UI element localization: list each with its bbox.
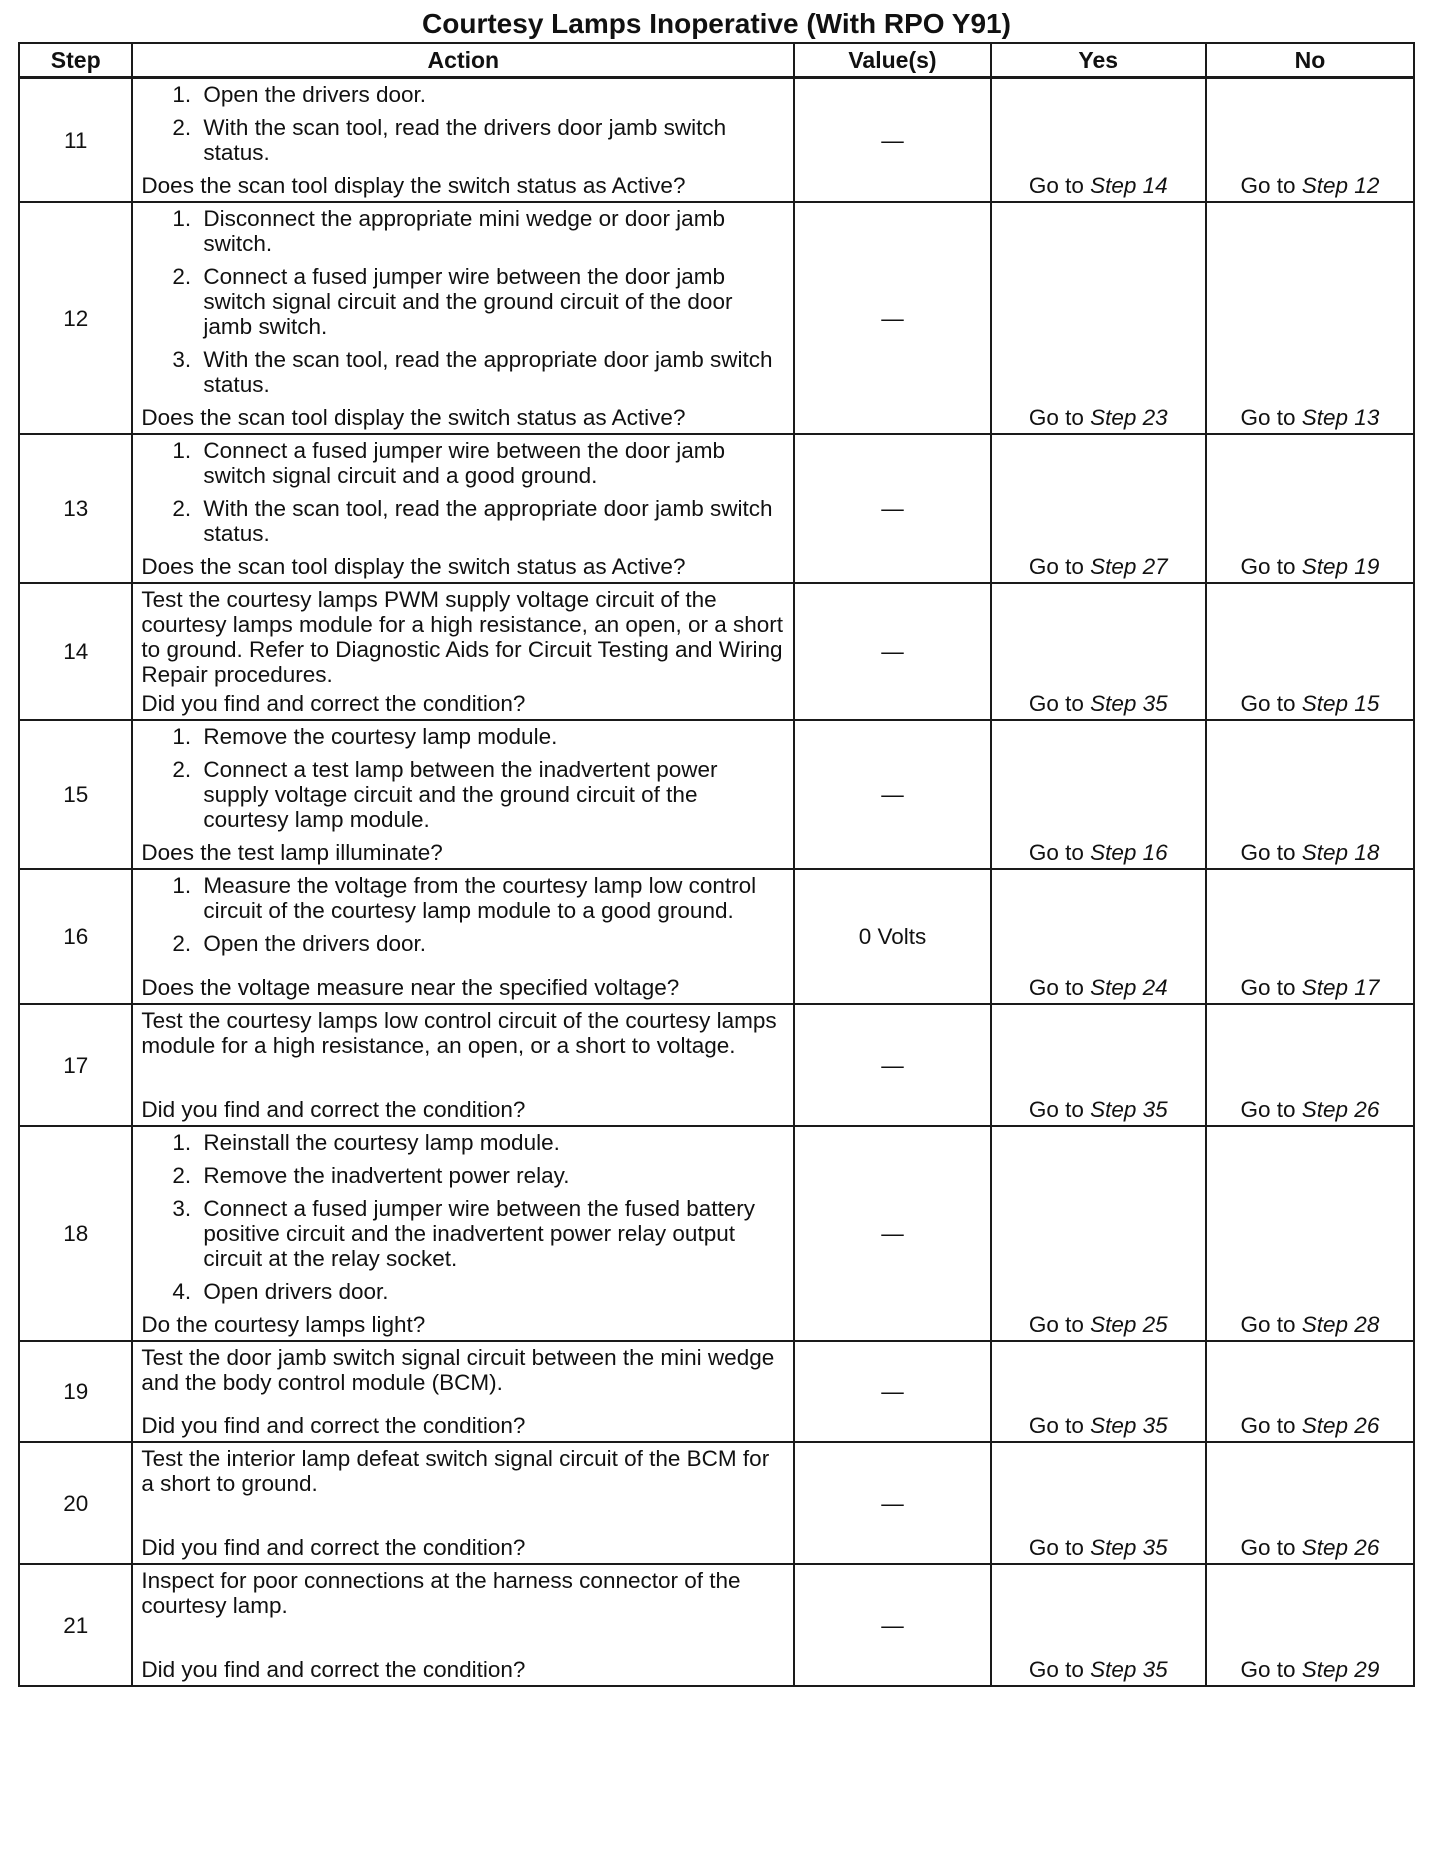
action-step-item: 2. With the scan tool, read the drivers door jamb switch status. bbox=[197, 115, 785, 165]
diagnostic-table bbox=[18, 42, 1415, 1687]
action-step-item: 3. With the scan tool, read the appropriate door jamb switch status. bbox=[197, 347, 785, 397]
action-question: Does the test lamp illuminate? bbox=[141, 840, 443, 865]
step-cell: 19 bbox=[19, 1341, 132, 1442]
step-cell: 18 bbox=[19, 1126, 132, 1341]
action-step-item: 1. Reinstall the courtesy lamp module. bbox=[197, 1130, 785, 1155]
action-step-item: 1. Remove the courtesy lamp module. bbox=[197, 724, 785, 749]
goto-step-ref: Step 35 bbox=[1090, 691, 1168, 716]
no-cell bbox=[1206, 869, 1414, 1004]
goto-yes-link[interactable] bbox=[1029, 1097, 1168, 1122]
goto-prefix: Go to bbox=[1028, 173, 1084, 198]
action-content bbox=[141, 873, 785, 1000]
action-question: Did you find and correct the condition? bbox=[141, 1535, 526, 1560]
value-cell: — bbox=[794, 1564, 990, 1686]
goto-prefix: Go to bbox=[1028, 1097, 1084, 1122]
table-row bbox=[19, 1004, 1414, 1126]
action-question: Did you find and correct the condition? bbox=[141, 1097, 526, 1122]
goto-step-ref: Step 24 bbox=[1090, 975, 1168, 1000]
action-cell bbox=[132, 1564, 794, 1686]
goto-step-ref: Step 35 bbox=[1090, 1657, 1168, 1682]
goto-yes-link[interactable] bbox=[1029, 405, 1168, 430]
action-content bbox=[141, 206, 785, 430]
no-cell bbox=[1206, 1341, 1414, 1442]
step-cell: 20 bbox=[19, 1442, 132, 1564]
goto-prefix: Go to bbox=[1240, 1413, 1296, 1438]
action-instruction: Test the courtesy lamps PWM supply voltage circuit of the courtesy lamps module for a high resistance, an open, or a short to ground. Refer to Diagnostic Aids for Circuit Testing and Wiring Repair procedures. bbox=[141, 587, 784, 687]
value-cell: — bbox=[794, 78, 990, 203]
action-cell bbox=[132, 720, 794, 869]
action-question: Do the courtesy lamps light? bbox=[141, 1312, 426, 1337]
goto-prefix: Go to bbox=[1240, 405, 1296, 430]
action-step-item: 1. Connect a fused jumper wire between the door jamb switch signal circuit and a good ground. bbox=[197, 438, 785, 488]
value-cell: — bbox=[794, 583, 990, 720]
goto-no-link[interactable] bbox=[1240, 1657, 1379, 1682]
yes-cell bbox=[991, 1442, 1206, 1564]
header-action: Action bbox=[132, 43, 794, 78]
goto-step-ref: Step 26 bbox=[1301, 1097, 1380, 1122]
yes-cell bbox=[991, 1004, 1206, 1126]
goto-prefix: Go to bbox=[1240, 691, 1296, 716]
table-row bbox=[19, 869, 1414, 1004]
action-question: Did you find and correct the condition? bbox=[141, 691, 526, 716]
goto-step-ref: Step 14 bbox=[1090, 173, 1168, 198]
step-cell: 17 bbox=[19, 1004, 132, 1126]
action-instruction: Test the courtesy lamps low control circuit of the courtesy lamps module for a high resistance, an open, or a short to voltage. bbox=[141, 1008, 777, 1058]
action-cell bbox=[132, 869, 794, 1004]
no-cell bbox=[1206, 1126, 1414, 1341]
no-cell bbox=[1206, 720, 1414, 869]
goto-yes-link[interactable] bbox=[1029, 840, 1168, 865]
goto-no-link[interactable] bbox=[1240, 1535, 1379, 1560]
action-cell bbox=[132, 1004, 794, 1126]
table-row bbox=[19, 583, 1414, 720]
goto-step-ref: Step 28 bbox=[1301, 1312, 1380, 1337]
action-cell bbox=[132, 1126, 794, 1341]
no-cell bbox=[1206, 78, 1414, 203]
goto-step-ref: Step 12 bbox=[1301, 173, 1380, 198]
goto-step-ref: Step 17 bbox=[1301, 975, 1380, 1000]
goto-no-link[interactable] bbox=[1240, 1413, 1379, 1438]
goto-no-link[interactable] bbox=[1240, 1312, 1379, 1337]
goto-prefix: Go to bbox=[1240, 554, 1296, 579]
action-step-item: 3. Connect a fused jumper wire between the fused battery positive circuit and the inadvertent power relay output circuit at the relay socket. bbox=[197, 1196, 785, 1271]
header-yes: Yes bbox=[991, 43, 1206, 78]
step-cell: 16 bbox=[19, 869, 132, 1004]
table-header-row bbox=[19, 43, 1414, 78]
goto-no-link[interactable] bbox=[1240, 554, 1379, 579]
value-cell: — bbox=[794, 434, 990, 583]
goto-yes-link[interactable] bbox=[1029, 554, 1168, 579]
action-steps-list bbox=[141, 206, 785, 405]
goto-step-ref: Step 13 bbox=[1301, 405, 1380, 430]
action-content bbox=[141, 1446, 785, 1560]
goto-step-ref: Step 26 bbox=[1301, 1413, 1380, 1438]
goto-prefix: Go to bbox=[1240, 1097, 1296, 1122]
goto-prefix: Go to bbox=[1028, 1312, 1084, 1337]
goto-prefix: Go to bbox=[1028, 405, 1084, 430]
step-cell: 11 bbox=[19, 78, 132, 203]
action-cell bbox=[132, 1442, 794, 1564]
goto-step-ref: Step 29 bbox=[1301, 1657, 1380, 1682]
step-cell: 15 bbox=[19, 720, 132, 869]
action-question: Did you find and correct the condition? bbox=[141, 1657, 526, 1682]
goto-yes-link[interactable] bbox=[1029, 1657, 1168, 1682]
action-instruction: Inspect for poor connections at the harness connector of the courtesy lamp. bbox=[141, 1568, 741, 1618]
value-cell: 0 Volts bbox=[794, 869, 990, 1004]
goto-prefix: Go to bbox=[1028, 554, 1084, 579]
goto-prefix: Go to bbox=[1028, 840, 1084, 865]
action-question: Does the scan tool display the switch status as Active? bbox=[141, 554, 686, 579]
action-cell bbox=[132, 1341, 794, 1442]
goto-step-ref: Step 15 bbox=[1301, 691, 1380, 716]
action-question: Did you find and correct the condition? bbox=[141, 1413, 526, 1438]
goto-prefix: Go to bbox=[1028, 691, 1084, 716]
goto-no-link[interactable] bbox=[1240, 1097, 1379, 1122]
yes-cell bbox=[991, 1126, 1206, 1341]
action-step-item: 2. Connect a fused jumper wire between the door jamb switch signal circuit and the ground circuit of the door jamb switch. bbox=[197, 264, 785, 339]
table-row bbox=[19, 202, 1414, 434]
action-steps-list bbox=[141, 1130, 785, 1312]
action-step-item: 2. With the scan tool, read the appropriate door jamb switch status. bbox=[197, 496, 785, 546]
action-content bbox=[141, 1130, 785, 1337]
goto-yes-link[interactable] bbox=[1029, 1535, 1168, 1560]
table-row bbox=[19, 1442, 1414, 1564]
goto-no-link[interactable] bbox=[1240, 975, 1379, 1000]
action-cell bbox=[132, 202, 794, 434]
goto-step-ref: Step 26 bbox=[1301, 1535, 1380, 1560]
yes-cell bbox=[991, 78, 1206, 203]
action-cell bbox=[132, 78, 794, 203]
no-cell bbox=[1206, 1564, 1414, 1686]
value-cell: — bbox=[794, 202, 990, 434]
no-cell bbox=[1206, 434, 1414, 583]
goto-prefix: Go to bbox=[1028, 1413, 1084, 1438]
yes-cell bbox=[991, 869, 1206, 1004]
yes-cell bbox=[991, 720, 1206, 869]
goto-step-ref: Step 35 bbox=[1090, 1535, 1168, 1560]
action-content bbox=[141, 587, 785, 716]
action-step-item: 1. Open the drivers door. bbox=[197, 82, 785, 107]
value-cell: — bbox=[794, 1341, 990, 1442]
goto-prefix: Go to bbox=[1240, 840, 1296, 865]
table-row bbox=[19, 1341, 1414, 1442]
action-step-item: 2. Open the drivers door. bbox=[197, 931, 785, 956]
goto-step-ref: Step 27 bbox=[1090, 554, 1168, 579]
goto-yes-link[interactable] bbox=[1029, 691, 1168, 716]
goto-yes-link[interactable] bbox=[1029, 975, 1168, 1000]
goto-prefix: Go to bbox=[1028, 975, 1084, 1000]
action-content bbox=[141, 1008, 785, 1122]
goto-prefix: Go to bbox=[1240, 173, 1296, 198]
goto-no-link[interactable] bbox=[1240, 691, 1379, 716]
action-steps-list bbox=[141, 724, 785, 840]
goto-no-link[interactable] bbox=[1240, 840, 1379, 865]
action-steps-list bbox=[141, 438, 785, 554]
goto-prefix: Go to bbox=[1240, 1312, 1296, 1337]
table-row bbox=[19, 1564, 1414, 1686]
action-cell bbox=[132, 583, 794, 720]
step-cell: 14 bbox=[19, 583, 132, 720]
step-cell: 12 bbox=[19, 202, 132, 434]
table-row bbox=[19, 1126, 1414, 1341]
value-cell: — bbox=[794, 1126, 990, 1341]
action-step-item: 4. Open drivers door. bbox=[197, 1279, 785, 1304]
goto-prefix: Go to bbox=[1240, 975, 1296, 1000]
yes-cell bbox=[991, 1564, 1206, 1686]
action-steps-list bbox=[141, 873, 785, 964]
action-content bbox=[141, 82, 785, 198]
action-content bbox=[141, 1345, 785, 1438]
goto-prefix: Go to bbox=[1240, 1657, 1296, 1682]
no-cell bbox=[1206, 1442, 1414, 1564]
action-instruction: Test the door jamb switch signal circuit between the mini wedge and the body control module (BCM). bbox=[141, 1345, 775, 1395]
yes-cell bbox=[991, 202, 1206, 434]
goto-step-ref: Step 16 bbox=[1090, 840, 1168, 865]
goto-step-ref: Step 35 bbox=[1090, 1413, 1168, 1438]
action-step-item: 2. Connect a test lamp between the inadvertent power supply voltage circuit and the ground circuit of the courtesy lamp module. bbox=[197, 757, 785, 832]
no-cell bbox=[1206, 1004, 1414, 1126]
action-content bbox=[141, 724, 785, 865]
action-question: Does the voltage measure near the specified voltage? bbox=[141, 975, 680, 1000]
action-cell bbox=[132, 434, 794, 583]
header-no: No bbox=[1206, 43, 1414, 78]
action-question: Does the scan tool display the switch status as Active? bbox=[141, 173, 686, 198]
step-cell: 21 bbox=[19, 1564, 132, 1686]
yes-cell bbox=[991, 1341, 1206, 1442]
goto-no-link[interactable] bbox=[1240, 405, 1379, 430]
table-row bbox=[19, 720, 1414, 869]
action-instruction: Test the interior lamp defeat switch signal circuit of the BCM for a short to ground. bbox=[141, 1446, 770, 1496]
table-row bbox=[19, 434, 1414, 583]
goto-no-link[interactable] bbox=[1240, 173, 1379, 198]
action-question: Does the scan tool display the switch status as Active? bbox=[141, 405, 686, 430]
goto-step-ref: Step 35 bbox=[1090, 1097, 1168, 1122]
goto-yes-link[interactable] bbox=[1029, 173, 1168, 198]
yes-cell bbox=[991, 583, 1206, 720]
goto-yes-link[interactable] bbox=[1029, 1413, 1168, 1438]
goto-prefix: Go to bbox=[1028, 1657, 1084, 1682]
no-cell bbox=[1206, 583, 1414, 720]
action-steps-list bbox=[141, 82, 785, 173]
table-body bbox=[19, 78, 1414, 1687]
header-step: Step bbox=[19, 43, 132, 78]
step-cell: 13 bbox=[19, 434, 132, 583]
value-cell: — bbox=[794, 1442, 990, 1564]
action-step-item: 1. Measure the voltage from the courtesy lamp low control circuit of the courtesy lamp module to a good ground. bbox=[197, 873, 785, 923]
table-row bbox=[19, 78, 1414, 203]
page-title: Courtesy Lamps Inoperative (With RPO Y91) bbox=[422, 8, 1011, 39]
goto-step-ref: Step 19 bbox=[1301, 554, 1380, 579]
goto-step-ref: Step 25 bbox=[1090, 1312, 1168, 1337]
action-step-item: 2. Remove the inadvertent power relay. bbox=[197, 1163, 785, 1188]
goto-step-ref: Step 18 bbox=[1301, 840, 1380, 865]
value-cell: — bbox=[794, 720, 990, 869]
goto-prefix: Go to bbox=[1028, 1535, 1084, 1560]
goto-step-ref: Step 23 bbox=[1090, 405, 1168, 430]
yes-cell bbox=[991, 434, 1206, 583]
goto-yes-link[interactable] bbox=[1029, 1312, 1168, 1337]
header-values: Value(s) bbox=[794, 43, 990, 78]
no-cell bbox=[1206, 202, 1414, 434]
action-content bbox=[141, 1568, 785, 1682]
value-cell: — bbox=[794, 1004, 990, 1126]
goto-prefix: Go to bbox=[1240, 1535, 1296, 1560]
action-step-item: 1. Disconnect the appropriate mini wedge or door jamb switch. bbox=[197, 206, 785, 256]
action-content bbox=[141, 438, 785, 579]
